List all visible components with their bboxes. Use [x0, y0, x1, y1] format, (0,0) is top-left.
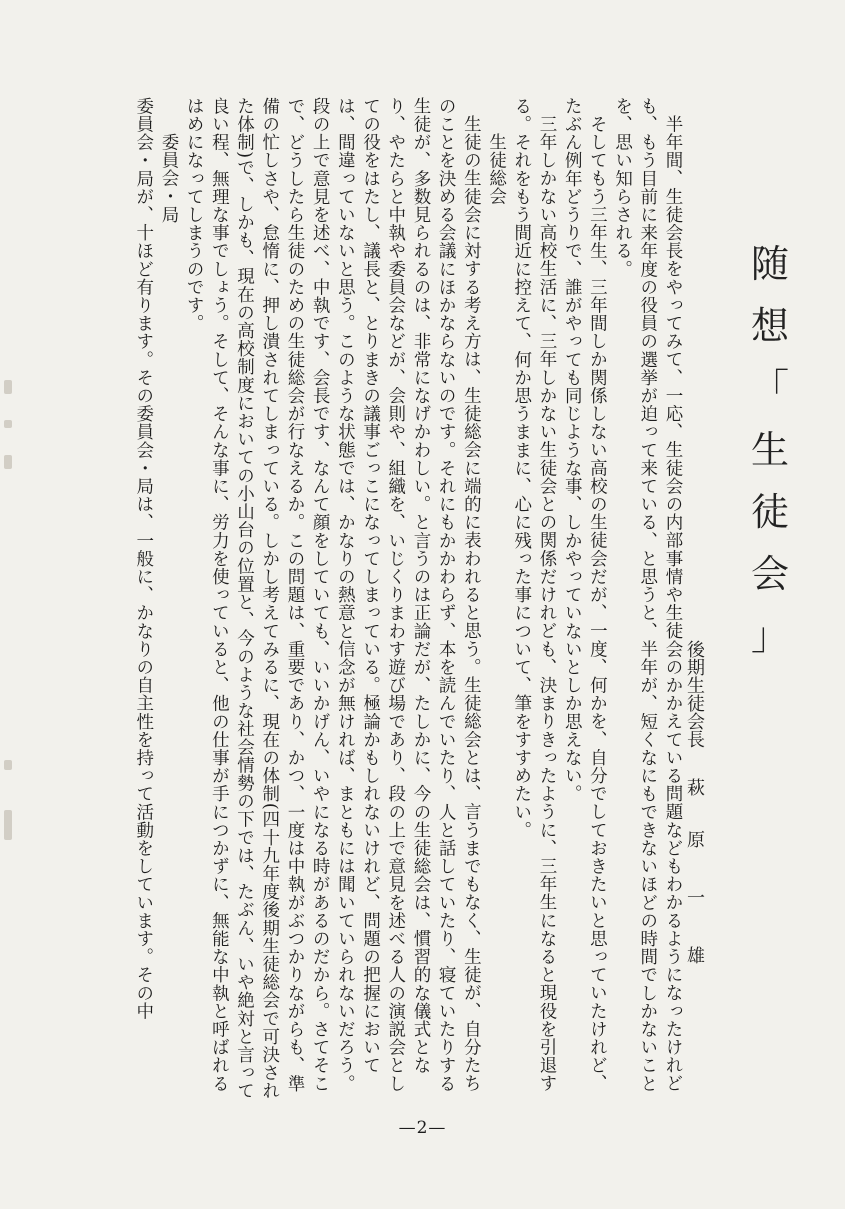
binding-mark: [4, 760, 12, 770]
paragraph: 半年間、生徒会長をやってみて、一応、生徒会の内部事情や生徒会のかかえている問題などもわかるようになったけれども、もう目前に来年度の役員の選挙が迫って来ている、と思うと、半年が、短くなにもできないほどの時間でしかないことを、思い知らされる。: [612, 97, 683, 1093]
title-char: 想: [750, 304, 789, 348]
binding-mark: [4, 455, 12, 469]
author-name-char: 雄: [684, 946, 705, 964]
paragraph: 三年しかない高校生活に、三年しかない生徒会との関係だけれども、決まりきったように、三年生になると現役を引退する。それをもう間近に控えて、何か思うままに、心に残った事について、筆をすすめたい。: [511, 97, 557, 1092]
binding-mark: [4, 810, 12, 840]
essay-body: [90, 97, 685, 1102]
author-name-char: 萩: [684, 778, 705, 796]
binding-mark: [4, 420, 12, 428]
binding-mark: [4, 380, 12, 394]
title-char: 会: [750, 552, 789, 596]
title-char: 生: [750, 428, 789, 472]
section-heading: 生徒総会: [486, 133, 507, 206]
author-name-char: 一: [684, 888, 705, 906]
author-name-char: 原: [684, 830, 705, 848]
title-char: 」: [750, 614, 789, 658]
title-char: 「: [750, 366, 789, 410]
essay-title: [745, 242, 795, 658]
paragraph: 生徒の生徒会に対する考え方は、生徒総会に端的に表われると思う。生徒総会とは、言うまでもなく、生徒が、自分たちのことを決める会議にほかならないのです。それにもかかわらず、本を読んでいたり、人と話していたり、寝ていたりする生徒が、多数見られるのは、非常になげかわしい。と言うのは正論だが、たしかに、今の生徒総会は、慣習的な儀式となり、やたらと中執や委員会などが、会則や、組織を、いじくりまわす遊び場であり、段の上で意見を述べる人の演説会としての役をはたし、議長と、とりまきの議事ごっこになってしまっている。極論かもしれないけれど、問題の把握においては、間違っていないと思う。このような状態では、かなりの熱意と信念が無ければ、まともには聞いていられないだろう。段の上で意見を述べ、中執です、会長です、なんて顔をしていても、いいかげん、いやになる時があるのだから。さてそこで、どうしたら生徒のための生徒総会が行なえるか。この問題は、重要であり、かつ、一度は中執がぶつかりながらも、準備の忙しさや、怠惰に、押し潰されてしまっている。しかし考えてみるに、現在の体制(四十九年度後期生徒総会で可決された体制)で、しかも、現在の高校制度においての小山台の位置と、今のような社会情勢の下では、たぶん、いや絶対と言って良い程、無理な事でしょう。そして、そんな事に、労力を使っていると、他の仕事が手につかずに、無能な中執と呼ばれるはめになってしまうのです。: [184, 97, 482, 1100]
paragraph: 委員会・局が、十ほど有ります。その委員会・局は、一般に、かなりの自主性を持って活動をしています。その中: [133, 97, 154, 1021]
section-heading: 委員会・局: [158, 133, 179, 224]
author-role: 後期生徒会長: [684, 640, 705, 748]
page-number: —2—: [398, 1118, 447, 1138]
paragraph: そしてもう三年生、三年間しか関係しない高校の生徒会だが、一度、何かを、自分でしておきたいと思っていたけれど、たぶん例年どうりで、誰がやっても同じような事、しかやっていないとしか思えない。: [562, 97, 608, 1092]
title-char: 随: [750, 242, 789, 286]
title-char: 徒: [750, 490, 789, 534]
